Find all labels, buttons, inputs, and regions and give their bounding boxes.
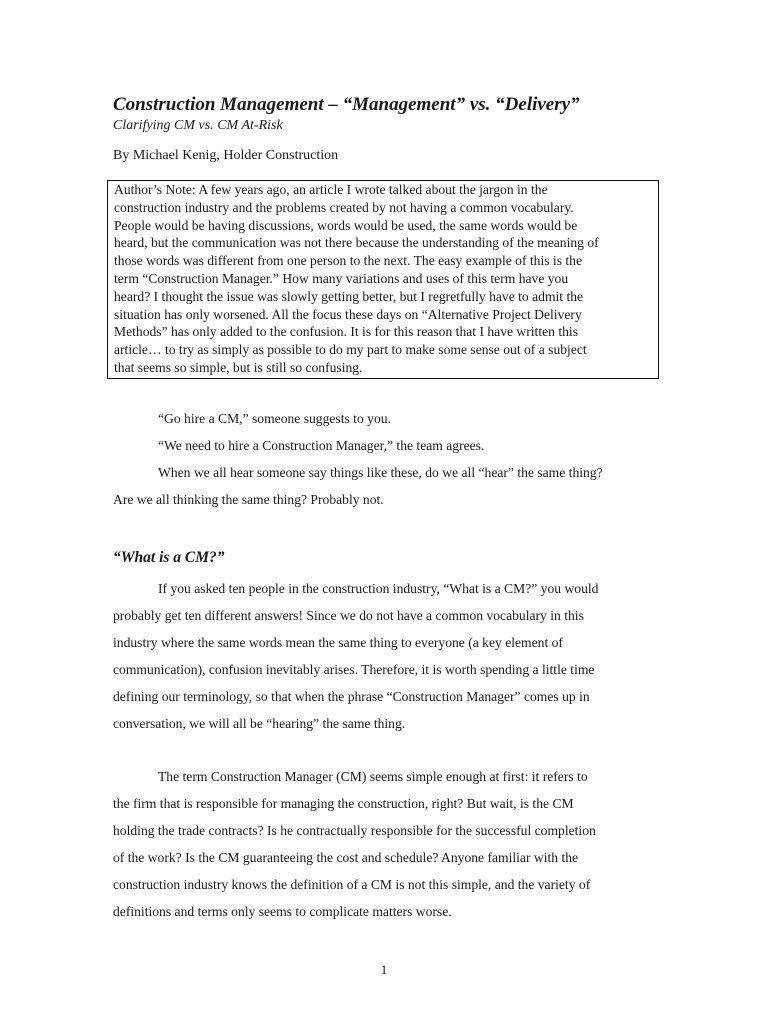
authors-note-line: Methods” has only added to the confusion. It is for this reason that I have written this xyxy=(114,324,578,340)
intro-line-3: When we all hear someone say things like these, do we all “hear” the same thing? xyxy=(158,465,603,480)
paragraph-line: If you asked ten people in the construction industry, “What is a CM?” you would xyxy=(158,581,599,596)
paragraph-line: holding the trade contracts? Is he contractually responsible for the successful completion xyxy=(113,823,596,838)
paragraph-line: construction industry knows the definition of a CM is not this simple, and the variety of xyxy=(113,877,591,892)
paragraph-line: definitions and terms only seems to complicate matters worse. xyxy=(113,904,452,919)
paragraph-line: industry where the same words mean the same thing to everyone (a key element of xyxy=(113,635,563,650)
paragraph-line: conversation, we will all be “hearing” the same thing. xyxy=(113,716,406,731)
intro-quote-1: “Go hire a CM,” someone suggests to you. xyxy=(158,411,391,426)
authors-note-line: heard, but the communication was not there because the understanding of the meaning of xyxy=(114,235,599,251)
paragraph-line: communication), confusion inevitably arises. Therefore, it is worth spending a little time xyxy=(113,662,595,677)
author-byline: By Michael Kenig, Holder Construction xyxy=(113,148,339,163)
document-title: Construction Management – “Management” vs. “Delivery” xyxy=(113,94,580,115)
authors-note-box xyxy=(107,180,659,379)
page-number: 1 xyxy=(380,962,388,977)
paragraph-line: probably get ten different answers! Since we do not have a common vocabulary in this xyxy=(113,608,584,623)
authors-note-line: construction industry and the problems created by not having a common vocabulary. xyxy=(114,199,574,215)
authors-note-line: Author’s Note: A few years ago, an article I wrote talked about the jargon in the xyxy=(114,182,548,197)
paragraph-line: defining our terminology, so that when the phrase “Construction Manager” comes up in xyxy=(113,689,590,704)
authors-note-line: term “Construction Manager.” How many variations and uses of this term have you xyxy=(114,270,569,286)
paragraph-line: the firm that is responsible for managing the construction, right? But wait, is the CM xyxy=(113,796,574,811)
authors-note-line: People would be having discussions, words would be used, the same words would be xyxy=(114,217,578,233)
authors-note-line: situation has only worsened. All the focus these days on “Alternative Project Delivery xyxy=(114,306,582,322)
intro-quote-2: “We need to hire a Construction Manager,” the team agrees. xyxy=(158,438,485,453)
authors-note-line: article… to try as simply as possible to do my part to make some sense out of a subject xyxy=(114,342,587,358)
intro-line-4: Are we all thinking the same thing? Probably not. xyxy=(113,492,384,507)
paragraph-line: The term Construction Manager (CM) seems simple enough at first: it refers to xyxy=(158,769,588,784)
authors-note-line: those words was different from one person to the next. The easy example of this is the xyxy=(114,253,582,269)
authors-note-line: heard? I thought the issue was slowly getting better, but I regretfully have to admit the xyxy=(114,288,584,304)
section-heading: “What is a CM?” xyxy=(113,549,225,566)
authors-note-line: that seems so simple, but is still so confusing. xyxy=(114,359,363,375)
paragraph-line: of the work? Is the CM guaranteeing the cost and schedule? Anyone familiar with the xyxy=(113,850,579,865)
document-subtitle: Clarifying CM vs. CM At-Risk xyxy=(113,118,283,133)
